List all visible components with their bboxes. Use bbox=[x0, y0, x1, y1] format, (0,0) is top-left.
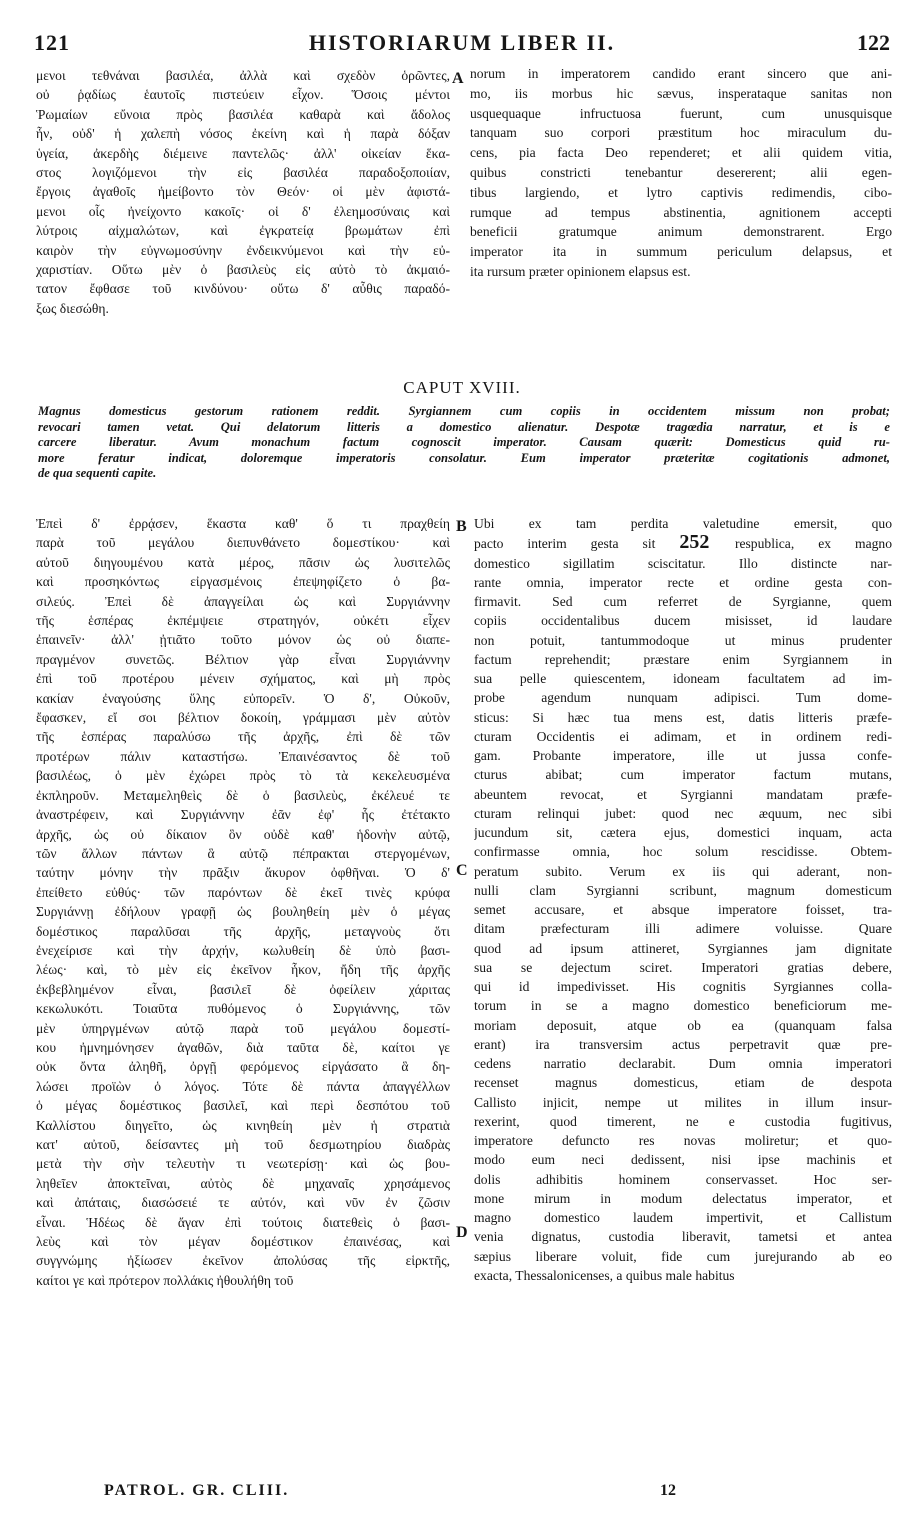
latin-text-line: beneficii gratumque animum demonstrarent. Ergo bbox=[470, 224, 892, 240]
greek-text-line: χαριστίαν. Οὕτω μὲν ὁ βασιλεὺς εἰς αὐτὸ τὸ ἀκμαιό- bbox=[36, 262, 450, 278]
greek-text-line: ἔφασκεν, εἴ σοι βέλτιον δοκοίη, γράμμασι μὲν αὐτὸν bbox=[36, 710, 450, 726]
greek-text-line: οὐκ ὄντα ἀληθῆ, ὀργῇ φερόμενος εἰργάσατο ἃ δη- bbox=[36, 1059, 450, 1075]
latin-text-line: mo, iis morbus hic sævus, insperataque sanitas non bbox=[470, 85, 892, 101]
greek-text-line: προτέρων πάλιν καταστήσω. Ἐπαινέσαντος δὲ τοῦ bbox=[36, 748, 450, 764]
latin-column-top bbox=[470, 64, 892, 282]
latin-text-line: exacta, Thessalonicenses, a quibus male habitus bbox=[474, 1267, 735, 1283]
latin-text-line: tibus largiendo, et lytro captivis redimendis, cibo- bbox=[470, 184, 892, 200]
greek-text-line: Ἐπεὶ δ' ἐρρᾴσεν, ἕκαστα καθ' ὅ τι πραχθείη bbox=[36, 516, 450, 531]
latin-text-line: imperatore defuncto res novas moliretur; et quo- bbox=[474, 1133, 892, 1148]
latin-text-line: firmavit. Sed cum referret de Syrgianne, quem bbox=[474, 594, 892, 609]
greek-text-line: κεκωλυκότι. Τοιαῦτα πυθόμενος ὁ Συργιάννης, τῶν bbox=[36, 1001, 450, 1017]
greek-text-line: δομέστικος παραλῦσαι τῆς ἀρχῆς, μεταγνοὺς ὅτι bbox=[36, 923, 450, 939]
latin-column-bottom bbox=[474, 514, 892, 1285]
greek-text-line: μὲν ὑπηργμένων αὐτῷ παρὰ τοῦ μεγάλου δομεστί- bbox=[36, 1020, 450, 1036]
greek-text-line: οὐ ῥᾳδίως ἑαυτοῖς πιστεύειν εἶχον. Ὅσοις μέντοι bbox=[36, 87, 450, 103]
latin-text-line: gam. Probante imperatore, ille ut jussa confe- bbox=[474, 748, 892, 763]
greek-text-line: κακίαν ἐναγούσης ὕλης εὐπορεῖν. Ὁ δ', Οὐκοῦν, bbox=[36, 690, 450, 706]
latin-text-line: dolis adhibitis hominem conservasset. Hoc ser- bbox=[474, 1171, 892, 1187]
greek-text-line: μετὰ τὴν σὴν τελευτὴν τι νεωτερίσῃ· καὶ ὡς βου- bbox=[36, 1156, 450, 1172]
latin-text-line: cedens narratio declarabit. Dum omnia imperatori bbox=[474, 1056, 892, 1071]
greek-text-line: ξως διεσώθη. bbox=[36, 300, 109, 316]
latin-text-line: non potuit, tantummodoque ut minus prudenter bbox=[474, 632, 892, 648]
latin-text-line: jucundum sit, cætera ejus, domestici inquam, acta bbox=[474, 825, 892, 840]
greek-text-line: ὁ μέγας δομέστικος βασιλεῖ, καὶ περὶ δεσπότου τοῦ bbox=[36, 1098, 450, 1114]
greek-text-line: ἐπαινεῖν· ἀλλ' ᾐτιᾶτο τοῦτο μόνον ὡς οὐ διαπε- bbox=[36, 632, 450, 648]
margin-marker-a: A bbox=[452, 70, 464, 87]
greek-text-line: Ῥωμαίων εὔνοια πρὸς βασιλέα καθαρὰ καὶ ἄδολος bbox=[36, 106, 450, 122]
greek-text-line: μενοι οἷς ἠνείχοντο κακοῖς· οἱ δ' ἐλεημοσύναις καὶ bbox=[36, 203, 450, 219]
latin-text-line: peratum subito. Verum ex iis qui aderant, non- bbox=[474, 863, 892, 879]
latin-text-line: quod ad ipsum attineret, Syrgiannes jam dignitate bbox=[474, 940, 892, 956]
greek-text-line: βασιλέως, ὁ μὲν ἐχώρει πρὸς τὸ τὰ κεκελευσμένα bbox=[36, 768, 450, 784]
summary-line: carcere liberatur. Avum monachum factum cognoscit imperator. Causam quærit: Domesticus quid ru- bbox=[38, 435, 890, 450]
latin-text-line: usquequaque infructuosa fuerunt, cum unusquisque bbox=[470, 105, 892, 121]
latin-text-line: pacto interim gesta sit 252 respublica, ex magno bbox=[474, 533, 892, 554]
latin-text-line: erant) ira transversim actus perpetravit quæ pre- bbox=[474, 1036, 892, 1052]
greek-text-line: αὐτοῦ διηγουμένου κατὰ μέρος, πᾶσιν ὡς λυσιτελῶς bbox=[36, 554, 450, 570]
running-title: HISTORIARUM LIBER II. bbox=[308, 30, 616, 55]
right-page-number: 122 bbox=[857, 30, 890, 55]
latin-text-line: sticus: Si hæc tua mens est, datis litteris præfe- bbox=[474, 709, 892, 725]
greek-text-line: τῆς ἑσπέρας παραλύσω τῆς ἀρχῆς, ἐπὶ δὲ τῶν bbox=[36, 729, 450, 745]
latin-text-line: cturam Occidentis ei adimam, et in ordinem redi- bbox=[474, 728, 892, 744]
latin-text-line: mone mirum in modum delectatus imperator, et bbox=[474, 1190, 892, 1206]
greek-text-line: ληθεῖεν ἀποκτεῖναι, αὐτὸς δὲ μηχαναῖς χρησάμενος bbox=[36, 1175, 450, 1191]
greek-text-line: ἔργοις ἀγαθοῖς ἠμείβοντο τὸν Θεόν· οἱ μὲν ἀφιστά- bbox=[36, 184, 450, 200]
latin-text-line: nulli clam Syrgianni scribunt, magnum domesticum bbox=[474, 882, 892, 898]
summary-line: Magnus domesticus gestorum rationem reddit. Syrgiannem cum copiis in occidentem missum non probat; bbox=[38, 404, 890, 418]
latin-text-line: imperator ita in summum periculum delapsus, et bbox=[470, 244, 892, 260]
latin-text-line: recenset magnus domesticus, etiam de despota bbox=[474, 1075, 892, 1091]
greek-text-line: ἐπείθετο εὐθύς· τῶν παρόντων δὲ ἐκεῖ τινὲς κρύφα bbox=[36, 884, 450, 900]
latin-text-line: factum reprehendit; præstare enim Syrgiannem in bbox=[474, 651, 892, 667]
greek-text-line: ταύτην μόνην τὴν πρᾶξιν ἄκυρον ὀφθῆναι. Ὁ δ' bbox=[36, 865, 450, 881]
greek-text-line: Συργιάννῃ ἐδήλουν γραφῇ ὡς βουληθείη μὲν ὁ μέγας bbox=[36, 904, 450, 920]
latin-text-line: ditam præfecturam illi adimere voluisse. Quare bbox=[474, 921, 892, 937]
greek-text-line: ἐνεχείρισε καὶ τὴν ἀρχήν, κωλυθείη δὲ ὑπὸ βασι- bbox=[36, 942, 450, 958]
latin-text-line: rexerint, quod timerent, ne e custodia fugitivus, bbox=[474, 1113, 892, 1129]
latin-text-line: cens, pia facta Deo rependeret; et alii quidem vitia, bbox=[470, 145, 892, 161]
greek-text-line: Καλλίστου διηγεῖτο, ὡς κινηθείη μὲν ἡ στρατιὰ bbox=[36, 1117, 450, 1133]
latin-text-line: abeuntem revocat, et Syrgianni mandatam præfe- bbox=[474, 786, 892, 802]
latin-text-line: domestico sigillatim sciscitatur. Illo distincte nar- bbox=[474, 555, 892, 571]
greek-text-line: τῆς ἑσπέρας ἐκπέμψειε στρατηγόν, οὐκέτι εἶχεν bbox=[36, 613, 450, 629]
greek-text-line: ἀρχῆς, ὡς οὐ δίκαιον ὃν οὐδὲ καθ' ἡδονὴν αὐτῷ, bbox=[36, 826, 450, 842]
latin-text-line: confirmasse omnia, hoc solum rescidisse. Obtem- bbox=[474, 844, 892, 860]
greek-column-top bbox=[36, 66, 450, 318]
greek-text-line: λώσει προϊὼν ὁ λόγος. Τότε δὲ πάντα ἀπαγγέλλων bbox=[36, 1078, 450, 1094]
greek-text-line: παρὰ τοῦ μεγάλου διεπυνθάνετο δομεστίκου· καὶ bbox=[36, 535, 450, 551]
greek-text-line: πραγμένον συνετῶς. Βέλτιον γὰρ εἶναι Συργιάννην bbox=[36, 651, 450, 667]
greek-text-line: τατον ἔφθασε τοῦ κινδύνου· οὕτω δ' αὖθις παραδό- bbox=[36, 281, 450, 297]
greek-text-line: καὶ ἀπάταις, διασώσειέ τε αὐτόν, καὶ νῦν ἐν ζῶσιν bbox=[36, 1195, 450, 1211]
greek-text-line: ὑγεία, ἀκερδὴς διέμεινε παντελῶς· ἀλλ' οἰκείαν ἕκα- bbox=[36, 145, 450, 161]
latin-text-line: magno domestico laudem impertivit, et Callistum bbox=[474, 1210, 892, 1225]
latin-text-line: cturam relinqui jubet: quod nec æquum, nec sibi bbox=[474, 805, 892, 821]
latin-text-line: semet accusare, et absque imperatore foisset, tra- bbox=[474, 902, 892, 917]
latin-text-line: torum in se a magno domestico beneficiorum me- bbox=[474, 998, 892, 1014]
summary-line: revocari tamen vetat. Qui delatorum litteris a domestico alienatur. Despotæ tragœdia narratur, et is e bbox=[38, 419, 890, 434]
margin-marker-d: D bbox=[456, 1224, 468, 1241]
latin-text-line: ita rursum præter opinionem elapsus est. bbox=[470, 263, 691, 279]
latin-text-line: sua se dejectum sciret. Imperatori gratias debere, bbox=[474, 959, 892, 975]
greek-text-line: λέως· καὶ, τὸ μὲν εἰς ἐκεῖνον ἧκον, ἤδη τῆς ἀρχῆς bbox=[36, 962, 450, 978]
chapter-summary bbox=[38, 404, 890, 482]
latin-text-line: Callisto injicit, nempe ut milites in illum insur- bbox=[474, 1094, 892, 1110]
chapter-heading: CAPUT XVIII. bbox=[403, 378, 521, 397]
latin-text-line: quibus constricti tenebantur desererent; alii egen- bbox=[470, 164, 892, 180]
greek-text-line: λύτροις αἰχμαλώτων, καὶ ἐγκρατείᾳ βρωμάτων ἐπὶ bbox=[36, 223, 450, 239]
greek-text-line: κατ' αὐτοῦ, δείσαντες μὴ τοῦ δεσμωτηρίου διαδρὰς bbox=[36, 1137, 450, 1152]
running-header bbox=[34, 30, 890, 58]
greek-text-line: συγγνώμης ἠξίωσεν ἐκεῖνον ἀπολύσας τῆς εἱρκτῆς, bbox=[36, 1253, 450, 1269]
latin-text-line: qui id impedivisset. His cognitis Syrgiannes colla- bbox=[474, 979, 892, 994]
latin-text-line: probe agendum nunquam adipisci. Tum dome- bbox=[474, 690, 892, 706]
summary-line: more feratur indicat, doloremque imperatoris consolatur. Eum imperator præteritæ cogitationis admonet, bbox=[38, 450, 890, 465]
footer-sheet-number: 12 bbox=[660, 1482, 676, 1499]
greek-text-line: εἶναι. Ἡδέως δὲ ἄγαν ἐπὶ τούτοις διατεθεὶς ὁ βασι- bbox=[36, 1214, 450, 1230]
greek-text-line: ἀναστρέφειν, καὶ Συργιάννην ἐᾶν ἐφ' ἧς ἐτέτακτο bbox=[36, 807, 450, 823]
latin-text-line: venia dignatus, custodia liberavit, tametsi et antea bbox=[474, 1229, 892, 1245]
inline-page-number: 252 bbox=[679, 533, 735, 554]
margin-marker-b: B bbox=[456, 518, 467, 535]
greek-text-line: στος λογιζόμενοι τὴν εἰς βασιλέα παραδοξοποιίαν, bbox=[36, 165, 450, 181]
latin-text-line: sæpius liberare voluit, fide cum jurejurando ab eo bbox=[474, 1248, 892, 1264]
greek-text-line: καιρὸν τὴν εὐγνωμοσύνην ἐνδεικνύμενοι καὶ τὴν εὐ- bbox=[36, 242, 450, 258]
greek-text-line: ἐκβεβλημένον εἶναι, βασιλεῖ δὲ ὀφείλειν χάριτας bbox=[36, 981, 450, 997]
greek-text-line: ἦν, οὐδ' ἡ χαλεπὴ νόσος ἐκείνη καὶ ἡ παρὰ δόξαν bbox=[36, 126, 450, 142]
margin-marker-c: C bbox=[456, 862, 468, 879]
latin-text-line: tanquam suo corpori præstitum hoc miraculum du- bbox=[470, 125, 892, 141]
greek-text-line: μενοι τεθνάναι βασιλέα, ἀλλὰ καὶ σχεδὸν ὁρῶντες, bbox=[36, 68, 450, 83]
latin-text-line: sua pelle quiescentem, idoneam facultatem ad im- bbox=[474, 671, 892, 686]
greek-text-line: τῶν ἄλλων πάντων ἃ αὐτῷ πέπρακται στεργομένων, bbox=[36, 845, 450, 861]
latin-text-line: moriam deposuit, atque ob ea (quanquam falsa bbox=[474, 1017, 892, 1033]
latin-text-line: norum in imperatorem candido erant sincero que ani- bbox=[470, 66, 892, 81]
latin-text-line: modo eum neci dedissent, nisi ipse machinis et bbox=[474, 1152, 892, 1168]
greek-text-line: κου ἠμνημόνησεν ἀγαθῶν, διὰ ταῦτα δὲ, καίτοι γε bbox=[36, 1039, 450, 1055]
greek-text-line: καὶ προσηκόντως εἰργασμένοις ἐπεψηφίζετο ὁ βα- bbox=[36, 574, 450, 590]
latin-text-line: copiis occidentalibus ducem misisset, id laudare bbox=[474, 613, 892, 629]
latin-text-line: rante omnia, imperator recte et ordine gesta con- bbox=[474, 574, 892, 590]
greek-column-bottom bbox=[36, 514, 450, 1290]
greek-text-line: καίτοι γε καὶ πρότερον πολλάκις ἠθουλήθη τοῦ bbox=[36, 1272, 294, 1288]
latin-text-line: Ubi ex tam perdita valetudine emersit, quo bbox=[474, 516, 892, 531]
greek-text-line: λεὺς καὶ τὸν μέγαν δομέστικον ἐπαινέσας, καὶ bbox=[36, 1234, 450, 1250]
left-page-number: 121 bbox=[34, 30, 70, 55]
summary-line: de qua sequenti capite. bbox=[38, 466, 157, 481]
greek-text-line: ἐπὶ τοῦ προτέρου μένειν σχήματος, καὶ μὴ πρὸς bbox=[36, 671, 450, 687]
greek-text-line: σιλεύς. Ἐπεὶ δὲ ἀπαγγείλαι ὡς καὶ Συργιάννην bbox=[36, 593, 450, 609]
footer-signature: PATROL. GR. CLIII. bbox=[104, 1482, 290, 1499]
greek-text-line: ἐκπληροῦν. Μεταμεληθεὶς δὲ ὁ βασιλεὺς, ἐκέλευέ τε bbox=[36, 787, 450, 803]
latin-text-line: cturus abibat; cum imperator factum mutans, bbox=[474, 767, 892, 783]
latin-text-line: rumque ad tempus abstinentia, agnitionem accepti bbox=[470, 204, 892, 220]
